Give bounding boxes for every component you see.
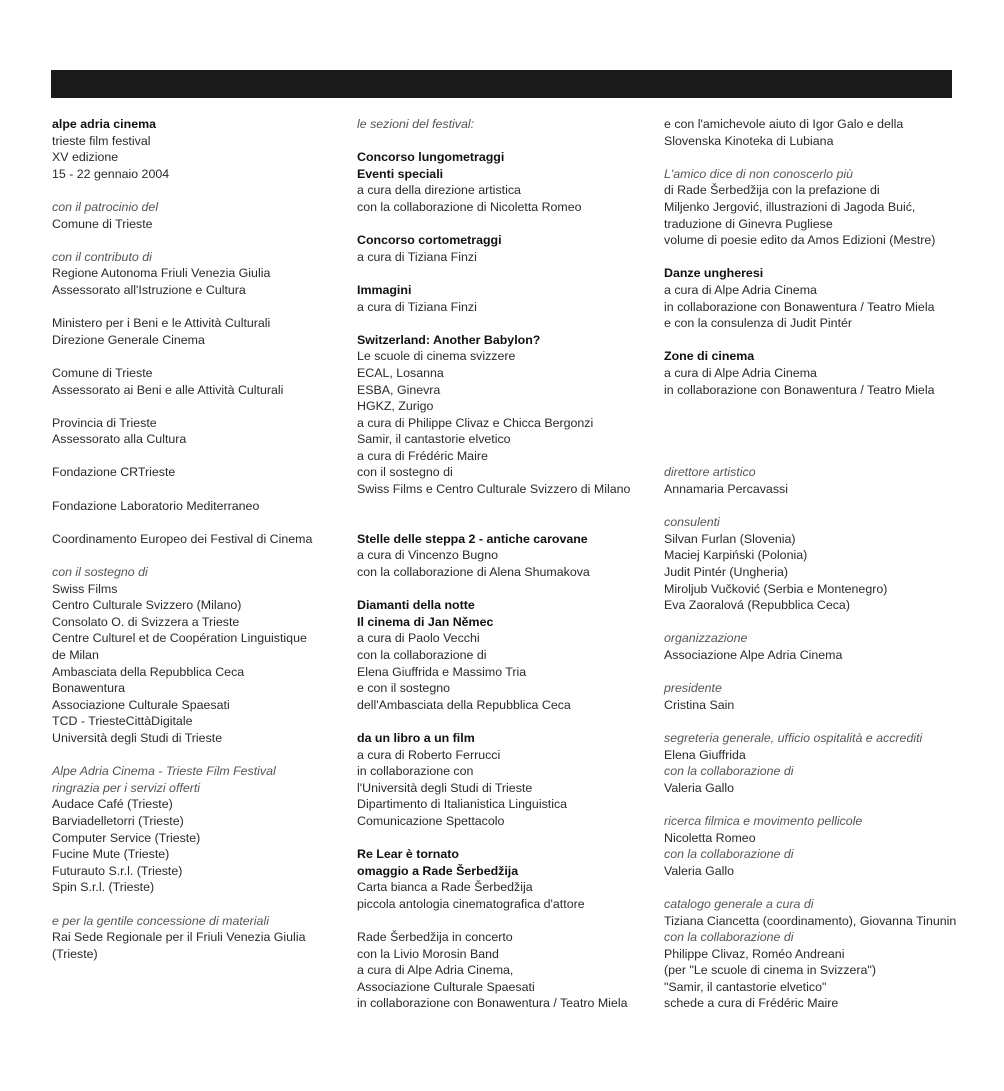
text-line: Bonawentura xyxy=(52,681,126,696)
text-line: de Milan xyxy=(52,648,99,662)
spacer xyxy=(664,415,964,432)
text-line: a cura di Alpe Adria Cinema xyxy=(664,365,817,380)
text-line: e con l'amichevole aiuto di Igor Galo e della xyxy=(664,117,904,131)
spacer xyxy=(52,398,342,415)
text-line: Audace Café (Trieste) xyxy=(52,797,173,812)
text-line: Silvan Furlan (Slovenia) xyxy=(664,531,796,546)
text-line: a cura di Vincenzo Bugno xyxy=(357,548,498,563)
italic-caption: con il patrocinio del xyxy=(52,199,159,214)
italic-caption: direttore artistico xyxy=(664,465,756,480)
text-line: e con la consulenza di Judit Pintér xyxy=(664,316,853,331)
text-line: l'Università degli Studi di Trieste xyxy=(357,780,533,795)
text-line: in collaborazione con Bonawentura / Teatro Miela xyxy=(664,299,935,314)
text-line: Associazione Culturale Spaesati xyxy=(357,979,535,994)
text-line: Futurauto S.r.l. (Trieste) xyxy=(52,863,183,878)
spacer xyxy=(664,614,964,631)
text-line: a cura della direzione artistica xyxy=(357,183,521,198)
text-line: Swiss Films e Centro Culturale Svizzero di Milano xyxy=(357,482,631,497)
text-line: e con il sostegno xyxy=(357,681,450,696)
spacer xyxy=(52,896,342,913)
text-line: Annamaria Percavassi xyxy=(664,482,788,497)
text-line: Regione Autonoma Friuli Venezia Giulia xyxy=(52,266,271,281)
text-line: XV edizione xyxy=(52,150,119,165)
section-heading: Il cinema di Jan Němec xyxy=(357,614,494,629)
text-line: Tiziana Ciancetta (coordinamento), Giovanna Tinunin xyxy=(664,913,957,928)
spacer xyxy=(664,448,964,465)
text-line: di Rade Šerbedžija con la prefazione di xyxy=(664,183,880,198)
spacer xyxy=(664,249,964,266)
text-line: piccola antologia cinematografica d'attore xyxy=(357,896,585,911)
text-line: Provincia di Trieste xyxy=(52,415,157,430)
spacer xyxy=(52,514,342,531)
text-line: a cura di Alpe Adria Cinema xyxy=(664,282,817,297)
text-line: Coordinamento Europeo dei Festival di Cinema xyxy=(52,531,313,546)
text-line: Le scuole di cinema svizzere xyxy=(357,349,516,364)
section-heading: Eventi speciali xyxy=(357,166,444,181)
spacer xyxy=(357,830,657,847)
section-heading: Stelle delle steppa 2 - antiche carovane xyxy=(357,531,588,546)
section-heading: Concorso cortometraggi xyxy=(357,233,502,248)
text-line: Ministero per i Beni e le Attività Culturali xyxy=(52,316,271,331)
italic-caption: con la collaborazione di xyxy=(664,847,794,862)
spacer xyxy=(357,133,657,150)
spacer xyxy=(664,332,964,349)
text-line: con il sostegno di xyxy=(357,465,453,480)
text-line: Eva Zaoralová (Repubblica Ceca) xyxy=(664,598,850,613)
text-line: Rai Sede Regionale per il Friuli Venezia Giulia xyxy=(52,930,306,945)
spacer xyxy=(357,265,657,282)
text-line: con la collaborazione di Alena Shumakova xyxy=(357,565,590,580)
text-line: (per "Le scuole di cinema in Svizzera") xyxy=(664,963,876,978)
text-line: Assessorato ai Beni e alle Attività Culturali xyxy=(52,382,284,397)
text-line: Miljenko Jergović, illustrazioni di Jagoda Buić, xyxy=(664,199,916,214)
text-line: Università degli Studi di Trieste xyxy=(52,730,223,745)
text-line: Consolato O. di Svizzera a Trieste xyxy=(52,614,240,629)
section-heading: Concorso lungometraggi xyxy=(357,150,505,165)
text-line: Fondazione CRTrieste xyxy=(52,465,176,480)
italic-caption: organizzazione xyxy=(664,631,748,646)
text-line: trieste film festival xyxy=(52,133,151,148)
text-line: Nicoletta Romeo xyxy=(664,830,756,845)
italic-caption: catalogo generale a cura di xyxy=(664,896,814,911)
italic-caption: L'amico dice di non conoscerlo più xyxy=(664,166,854,181)
text-line: con la collaborazione di Nicoletta Romeo xyxy=(357,199,582,214)
text-line: Comune di Trieste xyxy=(52,216,153,231)
text-line: in collaborazione con xyxy=(357,764,474,779)
text-line: traduzione di Ginevra Pugliese xyxy=(664,216,833,231)
text-line: a cura di Tiziana Finzi xyxy=(357,249,477,264)
text-line: Comune di Trieste xyxy=(52,365,153,380)
italic-caption: con la collaborazione di xyxy=(664,764,794,779)
spacer xyxy=(357,315,657,332)
text-line: con la Livio Morosin Band xyxy=(357,946,499,961)
text-line: Rade Šerbedžija in concerto xyxy=(357,930,513,945)
spacer xyxy=(664,879,964,896)
italic-caption: con la collaborazione di xyxy=(664,930,794,945)
text-line: Centre Culturel et de Coopération Linguistique xyxy=(52,631,307,646)
text-line: a cura di Tiziana Finzi xyxy=(357,299,477,314)
text-line: Assessorato alla Cultura xyxy=(52,432,187,447)
text-line: Centro Culturale Svizzero (Milano) xyxy=(52,598,242,613)
text-line: Associazione Alpe Adria Cinema xyxy=(664,648,843,662)
spacer xyxy=(664,498,964,515)
section-heading: alpe adria cinema xyxy=(52,117,156,131)
section-heading: Immagini xyxy=(357,282,412,297)
text-line: Associazione Culturale Spaesati xyxy=(52,697,230,712)
section-heading: Zone di cinema xyxy=(664,349,755,364)
text-line: Assessorato all'Istruzione e Cultura xyxy=(52,282,246,297)
italic-caption: e per la gentile concessione di materiali xyxy=(52,913,269,928)
text-line: Philippe Clivaz, Roméo Andreani xyxy=(664,946,845,961)
text-line: a cura di Paolo Vecchi xyxy=(357,631,480,646)
text-line: Slovenska Kinoteka di Lubiana xyxy=(664,133,834,148)
italic-caption: ringrazia per i servizi offerti xyxy=(52,780,201,795)
column-festival-sections xyxy=(357,116,657,1012)
section-heading: da un libro a un film xyxy=(357,730,475,745)
text-line: TCD - TriesteCittàDigitale xyxy=(52,714,193,729)
text-line: Carta bianca a Rade Šerbedžija xyxy=(357,880,533,895)
italic-caption: presidente xyxy=(664,681,722,696)
spacer xyxy=(52,448,342,465)
text-line: ESBA, Ginevra xyxy=(357,382,441,397)
spacer xyxy=(52,182,342,199)
text-line: Elena Giuffrida e Massimo Tria xyxy=(357,664,527,679)
text-line: (Trieste) xyxy=(52,946,98,961)
spacer xyxy=(664,398,964,415)
spacer xyxy=(52,481,342,498)
spacer xyxy=(52,232,342,249)
text-line: ECAL, Losanna xyxy=(357,365,444,380)
text-line: Maciej Karpiński (Polonia) xyxy=(664,548,808,563)
text-line: Fucine Mute (Trieste) xyxy=(52,847,170,862)
spacer xyxy=(357,514,657,531)
text-line: schede a cura di Frédéric Maire xyxy=(664,996,839,1011)
spacer xyxy=(357,216,657,233)
column-staff-credits xyxy=(664,116,964,1012)
text-line: Valeria Gallo xyxy=(664,863,735,878)
text-line: in collaborazione con Bonawentura / Teatro Miela xyxy=(357,996,628,1011)
text-line: Judit Pintér (Ungheria) xyxy=(664,565,788,580)
spacer xyxy=(357,913,657,930)
text-line: Comunicazione Spettacolo xyxy=(357,813,505,828)
spacer xyxy=(664,149,964,166)
text-line: Cristina Sain xyxy=(664,697,735,712)
section-heading: Switzerland: Another Babylon? xyxy=(357,332,541,347)
text-line: 15 - 22 gennaio 2004 xyxy=(52,166,170,181)
text-line: a cura di Roberto Ferrucci xyxy=(357,747,501,762)
spacer xyxy=(357,581,657,598)
italic-caption: consulenti xyxy=(664,515,720,530)
text-line: dell'Ambasciata della Repubblica Ceca xyxy=(357,697,571,712)
spacer xyxy=(52,547,342,564)
spacer xyxy=(664,664,964,681)
text-line: in collaborazione con Bonawentura / Teatro Miela xyxy=(664,382,935,397)
text-line: Dipartimento di Italianistica Linguistica xyxy=(357,797,568,812)
section-heading: Danze ungheresi xyxy=(664,266,764,281)
text-line: a cura di Philippe Clivaz e Chicca Bergonzi xyxy=(357,415,594,430)
spacer xyxy=(52,348,342,365)
text-line: a cura di Frédéric Maire xyxy=(357,448,488,463)
text-line: Fondazione Laboratorio Mediterraneo xyxy=(52,498,260,513)
spacer xyxy=(52,299,342,316)
spacer xyxy=(52,747,342,764)
text-line: a cura di Alpe Adria Cinema, xyxy=(357,963,514,978)
italic-caption: Alpe Adria Cinema - Trieste Film Festival xyxy=(52,764,276,779)
section-heading: omaggio a Rade Šerbedžija xyxy=(357,863,519,878)
text-line: con la collaborazione di xyxy=(357,648,487,662)
italic-caption: con il sostegno di xyxy=(52,565,148,580)
text-line: Ambasciata della Repubblica Ceca xyxy=(52,664,245,679)
spacer xyxy=(664,713,964,730)
spacer xyxy=(357,713,657,730)
text-line: Samir, il cantastorie elvetico xyxy=(357,432,511,447)
text-line: HGKZ, Zurigo xyxy=(357,399,434,414)
header-black-bar xyxy=(51,70,952,98)
italic-caption: ricerca filmica e movimento pellicole xyxy=(664,813,863,828)
text-line: Elena Giuffrida xyxy=(664,747,746,762)
text-line: Valeria Gallo xyxy=(664,780,735,795)
column-credits-sponsors xyxy=(52,116,342,962)
text-line: Miroljub Vučković (Serbia e Montenegro) xyxy=(664,581,888,596)
spacer xyxy=(664,431,964,448)
italic-caption: le sezioni del festival: xyxy=(357,117,475,131)
section-heading: Diamanti della notte xyxy=(357,598,475,613)
section-heading: Re Lear è tornato xyxy=(357,847,459,862)
text-line: Swiss Films xyxy=(52,581,118,596)
text-line: Spin S.r.l. (Trieste) xyxy=(52,880,155,895)
text-line: volume di poesie edito da Amos Edizioni (Mestre) xyxy=(664,233,936,248)
spacer xyxy=(357,498,657,515)
spacer xyxy=(664,796,964,813)
italic-caption: con il contributo di xyxy=(52,249,152,264)
text-line: Direzione Generale Cinema xyxy=(52,332,205,347)
text-line: "Samir, il cantastorie elvetico" xyxy=(664,979,827,994)
text-line: Computer Service (Trieste) xyxy=(52,830,201,845)
italic-caption: segreteria generale, ufficio ospitalità e accrediti xyxy=(664,730,923,745)
text-line: Barviadelletorri (Trieste) xyxy=(52,813,184,828)
